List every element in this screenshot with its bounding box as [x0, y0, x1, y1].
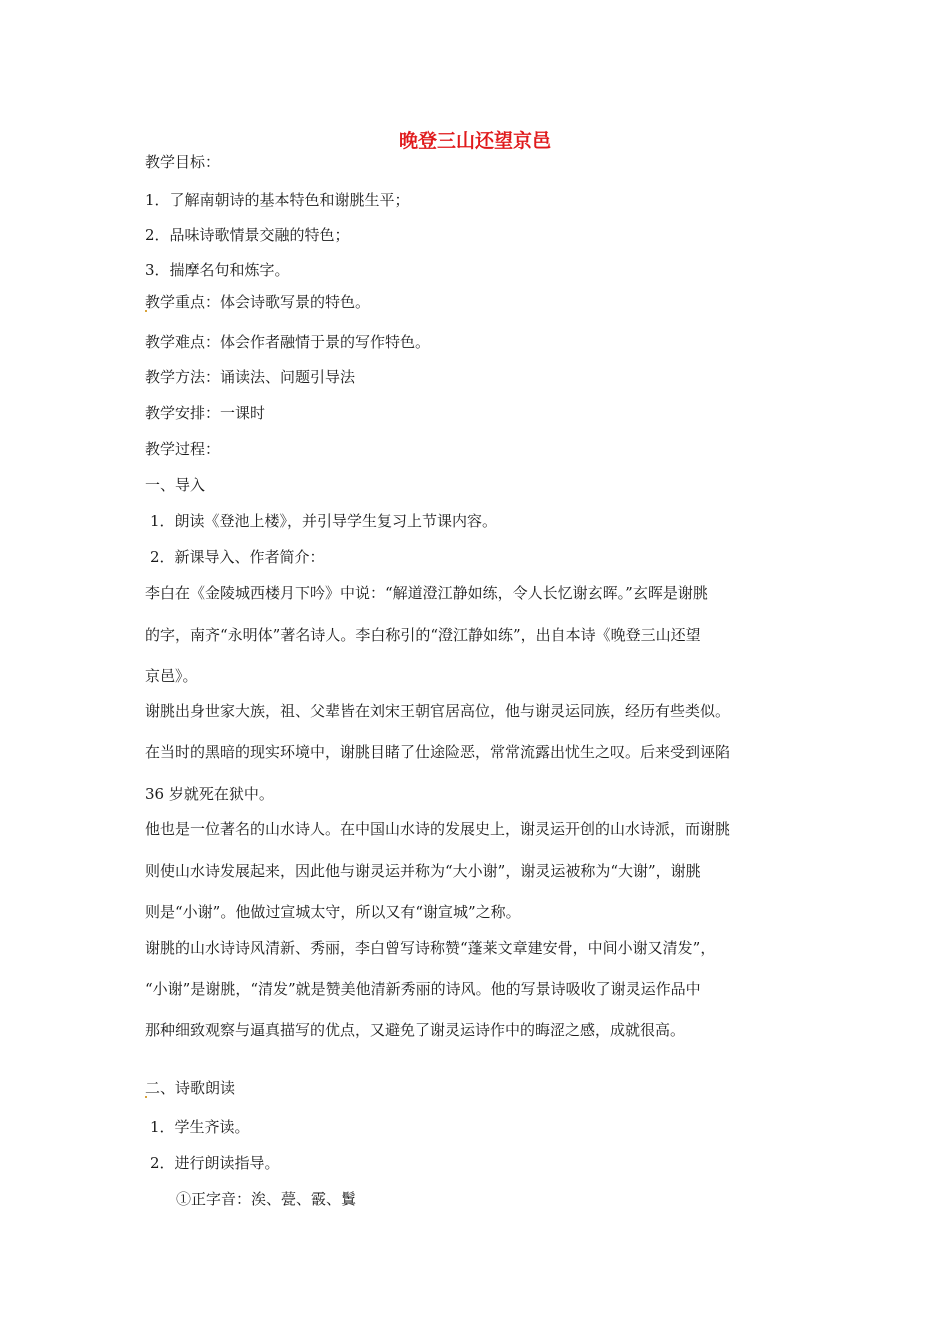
objective-item-2: 2．品味诗歌情景交融的特色；: [145, 226, 350, 244]
section1-heading: 一、导入: [145, 476, 206, 494]
section2-item-2: 2．进行朗读指导。: [150, 1154, 280, 1172]
teaching-schedule: 教学安排：一课时: [145, 404, 266, 422]
key-point: [145, 292, 370, 312]
section2-heading-text: 二、诗歌朗读: [145, 1079, 236, 1097]
para4-line-1: 谢朓的山水诗诗风清新、秀丽，李白曾写诗称赞“蓬莱文章建安骨，中间小谢又清发”，: [145, 939, 716, 957]
document-title: 晚登三山还望京邑: [398, 130, 551, 152]
section2-heading: [145, 1078, 235, 1098]
para3-line-1: 他也是一位著名的山水诗人。在中国山水诗的发展史上，谢灵运开创的山水诗派，而谢朓: [145, 820, 731, 838]
para3-line-2: 则使山水诗发展起来，因此他与谢灵运并称为“大小谢”，谢灵运被称为“大谢”，谢朓: [145, 862, 701, 880]
para1-line-2: 的字，南齐“永明体”著名诗人。李白称引的“澄江静如练”，出自本诗《晚登三山还望: [145, 626, 701, 644]
teaching-method: 教学方法：诵读法、问题引导法: [145, 368, 356, 386]
para1-line-3: 京邑》。: [145, 667, 198, 685]
section1-item-1: 1．朗读《登池上楼》，并引导学生复习上节课内容。: [150, 512, 498, 530]
difficulty: 教学难点：体会作者融情于景的写作特色。: [145, 333, 431, 351]
para1-line-1: 李白在《金陵城西楼月下吟》中说：“解道澄江静如练，令人长忆谢玄晖。”玄晖是谢朓: [145, 584, 708, 602]
para2-line-1: 谢朓出身世家大族，祖、父辈皆在刘宋王朝官居高位，他与谢灵运同族，经历有些类似。: [145, 702, 731, 720]
section2-sub-item: ①正字音：涘、甍、霰、鬒: [176, 1190, 357, 1208]
para4-line-2: “小谢”是谢朓，“清发”就是赞美他清新秀丽的诗风。他的写景诗吸收了谢灵运作品中: [145, 980, 701, 998]
para4-line-3: 那种细致观察与逼真描写的优点，又避免了谢灵运诗作中的晦涩之感，成就很高。: [145, 1021, 686, 1039]
objective-item-3: 3．揣摩名句和炼字。: [145, 261, 290, 279]
para2-line-2: 在当时的黑暗的现实环境中，谢朓目睹了仕途险恶，常常流露出忧生之叹。后来受到诬陷: [145, 743, 731, 761]
section1-item-2: 2．新课导入、作者简介：: [150, 548, 325, 566]
objectives-heading: 教学目标：: [145, 153, 221, 171]
section2-item-1: 1．学生齐读。: [150, 1118, 250, 1136]
para3-line-3: 则是“小谢”。他做过宣城太守，所以又有“谢宣城”之称。: [145, 903, 521, 921]
para2-line-3: 36 岁就死在狱中。: [145, 785, 274, 803]
process-heading: 教学过程：: [145, 440, 221, 458]
key-point-text: 教学重点：体会诗歌写景的特色。: [145, 293, 371, 311]
objective-item-1: 1．了解南朝诗的基本特色和谢朓生平；: [145, 191, 410, 209]
